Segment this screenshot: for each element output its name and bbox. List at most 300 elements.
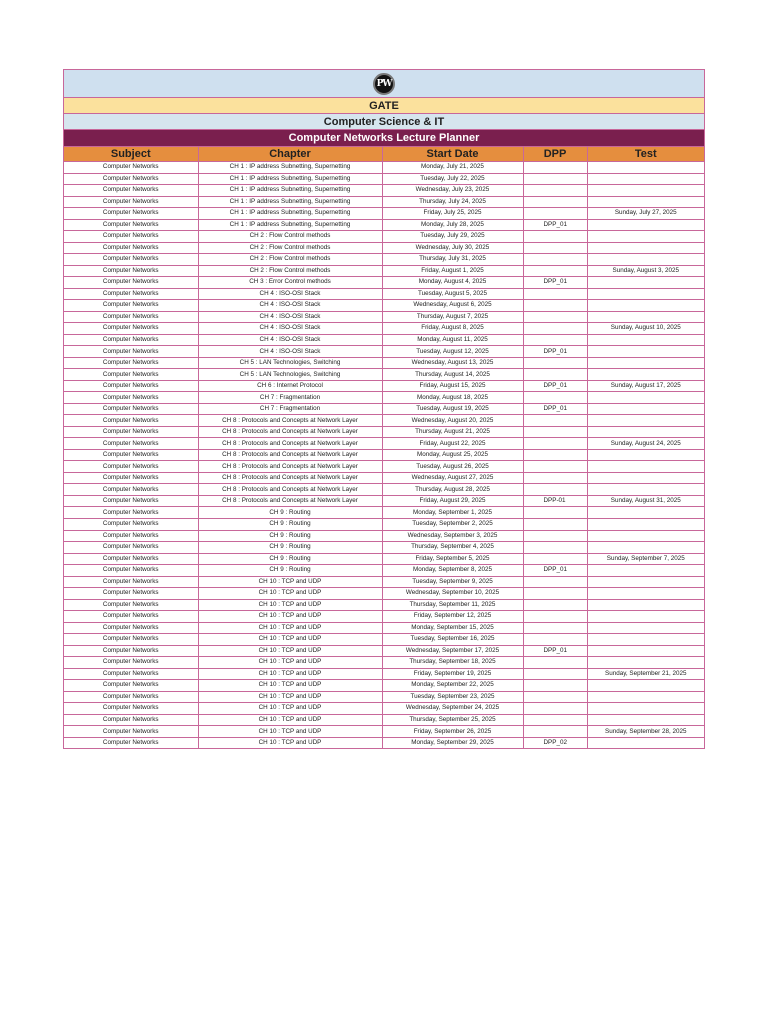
test-cell	[587, 599, 704, 611]
subject-cell: Computer Networks	[64, 495, 198, 507]
table-row	[64, 449, 704, 461]
subject-cell: Computer Networks	[64, 484, 198, 496]
dpp-cell: DPP_01	[523, 403, 587, 415]
subject-cell: Computer Networks	[64, 611, 198, 623]
table-row	[64, 622, 704, 634]
start-date-cell: Thursday, September 18, 2025	[382, 657, 523, 669]
chapter-cell: CH 1 : IP address Subnetting, Supernetting	[198, 196, 382, 208]
test-cell	[587, 346, 704, 358]
dpp-cell	[523, 530, 587, 542]
table-row	[64, 242, 704, 254]
start-date-cell: Thursday, August 14, 2025	[382, 369, 523, 381]
start-date-cell: Friday, September 12, 2025	[382, 611, 523, 623]
chapter-cell: CH 9 : Routing	[198, 542, 382, 554]
start-date-cell: Wednesday, September 17, 2025	[382, 645, 523, 657]
test-cell	[587, 576, 704, 588]
planner-table	[64, 147, 704, 748]
chapter-cell: CH 9 : Routing	[198, 507, 382, 519]
table-row	[64, 484, 704, 496]
chapter-cell: CH 8 : Protocols and Concepts at Network Layer	[198, 495, 382, 507]
column-header-subject: Subject	[64, 147, 198, 162]
chapter-cell: CH 8 : Protocols and Concepts at Network Layer	[198, 426, 382, 438]
table-row	[64, 530, 704, 542]
dpp-cell	[523, 588, 587, 600]
chapter-cell: CH 9 : Routing	[198, 553, 382, 565]
table-row	[64, 208, 704, 220]
start-date-cell: Thursday, August 21, 2025	[382, 426, 523, 438]
dpp-cell	[523, 472, 587, 484]
subject-cell: Computer Networks	[64, 691, 198, 703]
dpp-cell	[523, 518, 587, 530]
test-cell	[587, 173, 704, 185]
dpp-cell	[523, 426, 587, 438]
dpp-cell	[523, 162, 587, 174]
start-date-cell: Thursday, August 28, 2025	[382, 484, 523, 496]
table-body	[64, 162, 704, 749]
dpp-cell	[523, 449, 587, 461]
subject-cell: Computer Networks	[64, 599, 198, 611]
test-cell	[587, 369, 704, 381]
table-row	[64, 634, 704, 646]
test-cell	[587, 461, 704, 473]
dpp-cell	[523, 691, 587, 703]
chapter-cell: CH 4 : ISO-OSI Stack	[198, 323, 382, 335]
start-date-cell: Tuesday, August 26, 2025	[382, 461, 523, 473]
table-row	[64, 588, 704, 600]
chapter-cell: CH 10 : TCP and UDP	[198, 634, 382, 646]
subject-cell: Computer Networks	[64, 668, 198, 680]
dpp-cell: DPP_01	[523, 277, 587, 289]
chapter-cell: CH 10 : TCP and UDP	[198, 599, 382, 611]
test-cell	[587, 277, 704, 289]
start-date-cell: Wednesday, July 30, 2025	[382, 242, 523, 254]
chapter-cell: CH 10 : TCP and UDP	[198, 668, 382, 680]
chapter-cell: CH 6 : Internet Protocol	[198, 380, 382, 392]
chapter-cell: CH 10 : TCP and UDP	[198, 703, 382, 715]
chapter-cell: CH 4 : ISO-OSI Stack	[198, 300, 382, 312]
start-date-cell: Wednesday, August 20, 2025	[382, 415, 523, 427]
dpp-cell	[523, 680, 587, 692]
test-cell: Sunday, August 17, 2025	[587, 380, 704, 392]
dpp-cell	[523, 173, 587, 185]
start-date-cell: Tuesday, July 29, 2025	[382, 231, 523, 243]
dpp-cell: DPP-01	[523, 495, 587, 507]
dpp-cell: DPP_02	[523, 737, 587, 748]
test-cell	[587, 300, 704, 312]
dpp-cell	[523, 438, 587, 450]
chapter-cell: CH 10 : TCP and UDP	[198, 588, 382, 600]
test-cell	[587, 426, 704, 438]
start-date-cell: Friday, July 25, 2025	[382, 208, 523, 220]
dpp-cell	[523, 622, 587, 634]
chapter-cell: CH 3 : Error Control methods	[198, 277, 382, 289]
test-cell	[587, 162, 704, 174]
start-date-cell: Monday, August 11, 2025	[382, 334, 523, 346]
subject-cell: Computer Networks	[64, 588, 198, 600]
subject-cell: Computer Networks	[64, 507, 198, 519]
chapter-cell: CH 1 : IP address Subnetting, Supernetting	[198, 162, 382, 174]
table-row	[64, 300, 704, 312]
chapter-cell: CH 9 : Routing	[198, 518, 382, 530]
test-cell	[587, 530, 704, 542]
test-cell	[587, 219, 704, 231]
dpp-cell	[523, 185, 587, 197]
table-row	[64, 415, 704, 427]
column-header-test: Test	[587, 147, 704, 162]
dpp-cell	[523, 542, 587, 554]
dpp-cell	[523, 461, 587, 473]
start-date-cell: Monday, August 4, 2025	[382, 277, 523, 289]
branch-title: Computer Science & IT	[64, 114, 704, 130]
start-date-cell: Thursday, September 4, 2025	[382, 542, 523, 554]
table-row	[64, 542, 704, 554]
subject-cell: Computer Networks	[64, 403, 198, 415]
chapter-cell: CH 2 : Flow Control methods	[198, 265, 382, 277]
logo-band	[64, 70, 704, 98]
table-row	[64, 426, 704, 438]
subject-cell: Computer Networks	[64, 369, 198, 381]
subject-cell: Computer Networks	[64, 472, 198, 484]
chapter-cell: CH 7 : Fragmentation	[198, 392, 382, 404]
test-cell	[587, 288, 704, 300]
subject-cell: Computer Networks	[64, 426, 198, 438]
test-cell: Sunday, September 21, 2025	[587, 668, 704, 680]
subject-cell: Computer Networks	[64, 449, 198, 461]
table-row	[64, 311, 704, 323]
table-row	[64, 507, 704, 519]
dpp-cell	[523, 507, 587, 519]
dpp-cell	[523, 668, 587, 680]
table-row	[64, 691, 704, 703]
chapter-cell: CH 8 : Protocols and Concepts at Network Layer	[198, 415, 382, 427]
dpp-cell: DPP_01	[523, 219, 587, 231]
test-cell	[587, 472, 704, 484]
chapter-cell: CH 10 : TCP and UDP	[198, 714, 382, 726]
table-row	[64, 162, 704, 174]
test-cell: Sunday, July 27, 2025	[587, 208, 704, 220]
test-cell	[587, 542, 704, 554]
dpp-cell	[523, 208, 587, 220]
exam-title: GATE	[64, 98, 704, 114]
start-date-cell: Tuesday, September 23, 2025	[382, 691, 523, 703]
table-row	[64, 288, 704, 300]
subject-cell: Computer Networks	[64, 334, 198, 346]
test-cell	[587, 737, 704, 748]
subject-cell: Computer Networks	[64, 208, 198, 220]
dpp-cell	[523, 634, 587, 646]
chapter-cell: CH 1 : IP address Subnetting, Supernetting	[198, 185, 382, 197]
start-date-cell: Monday, September 29, 2025	[382, 737, 523, 748]
chapter-cell: CH 8 : Protocols and Concepts at Network Layer	[198, 449, 382, 461]
test-cell	[587, 507, 704, 519]
chapter-cell: CH 10 : TCP and UDP	[198, 645, 382, 657]
start-date-cell: Wednesday, September 3, 2025	[382, 530, 523, 542]
chapter-cell: CH 9 : Routing	[198, 530, 382, 542]
column-header-start-date: Start Date	[382, 147, 523, 162]
subject-cell: Computer Networks	[64, 254, 198, 266]
chapter-cell: CH 10 : TCP and UDP	[198, 737, 382, 748]
table-row	[64, 277, 704, 289]
dpp-cell: DPP_01	[523, 346, 587, 358]
table-row	[64, 461, 704, 473]
start-date-cell: Monday, September 8, 2025	[382, 565, 523, 577]
dpp-cell	[523, 611, 587, 623]
subject-cell: Computer Networks	[64, 542, 198, 554]
test-cell: Sunday, August 3, 2025	[587, 265, 704, 277]
table-row	[64, 599, 704, 611]
table-row	[64, 565, 704, 577]
subject-cell: Computer Networks	[64, 357, 198, 369]
start-date-cell: Friday, August 29, 2025	[382, 495, 523, 507]
table-row	[64, 680, 704, 692]
chapter-cell: CH 10 : TCP and UDP	[198, 680, 382, 692]
table-row	[64, 576, 704, 588]
lecture-planner-sheet	[63, 69, 705, 749]
test-cell	[587, 588, 704, 600]
start-date-cell: Monday, September 1, 2025	[382, 507, 523, 519]
test-cell	[587, 484, 704, 496]
test-cell	[587, 657, 704, 669]
table-row	[64, 357, 704, 369]
start-date-cell: Tuesday, September 9, 2025	[382, 576, 523, 588]
start-date-cell: Monday, July 28, 2025	[382, 219, 523, 231]
start-date-cell: Tuesday, August 12, 2025	[382, 346, 523, 358]
start-date-cell: Thursday, July 31, 2025	[382, 254, 523, 266]
dpp-cell	[523, 254, 587, 266]
test-cell	[587, 231, 704, 243]
table-row	[64, 714, 704, 726]
subject-cell: Computer Networks	[64, 392, 198, 404]
subject-cell: Computer Networks	[64, 415, 198, 427]
start-date-cell: Wednesday, September 10, 2025	[382, 588, 523, 600]
subject-cell: Computer Networks	[64, 277, 198, 289]
table-row	[64, 323, 704, 335]
dpp-cell	[523, 714, 587, 726]
subject-cell: Computer Networks	[64, 323, 198, 335]
test-cell	[587, 611, 704, 623]
test-cell	[587, 691, 704, 703]
start-date-cell: Wednesday, August 27, 2025	[382, 472, 523, 484]
start-date-cell: Thursday, July 24, 2025	[382, 196, 523, 208]
chapter-cell: CH 4 : ISO-OSI Stack	[198, 334, 382, 346]
dpp-cell: DPP_01	[523, 380, 587, 392]
table-row	[64, 611, 704, 623]
subject-cell: Computer Networks	[64, 265, 198, 277]
subject-cell: Computer Networks	[64, 300, 198, 312]
chapter-cell: CH 10 : TCP and UDP	[198, 576, 382, 588]
table-header-row	[64, 147, 704, 162]
chapter-cell: CH 8 : Protocols and Concepts at Network Layer	[198, 472, 382, 484]
subject-cell: Computer Networks	[64, 173, 198, 185]
chapter-cell: CH 1 : IP address Subnetting, Supernetting	[198, 219, 382, 231]
test-cell	[587, 357, 704, 369]
start-date-cell: Friday, September 26, 2025	[382, 726, 523, 738]
table-row	[64, 668, 704, 680]
table-row	[64, 657, 704, 669]
start-date-cell: Tuesday, September 16, 2025	[382, 634, 523, 646]
subject-cell: Computer Networks	[64, 242, 198, 254]
table-row	[64, 369, 704, 381]
dpp-cell	[523, 657, 587, 669]
subject-cell: Computer Networks	[64, 231, 198, 243]
chapter-cell: CH 1 : IP address Subnetting, Supernetting	[198, 208, 382, 220]
dpp-cell	[523, 553, 587, 565]
dpp-cell	[523, 334, 587, 346]
test-cell	[587, 185, 704, 197]
test-cell: Sunday, August 31, 2025	[587, 495, 704, 507]
table-row	[64, 392, 704, 404]
table-row	[64, 346, 704, 358]
test-cell	[587, 703, 704, 715]
test-cell: Sunday, September 7, 2025	[587, 553, 704, 565]
start-date-cell: Friday, August 15, 2025	[382, 380, 523, 392]
start-date-cell: Thursday, September 11, 2025	[382, 599, 523, 611]
chapter-cell: CH 8 : Protocols and Concepts at Network Layer	[198, 438, 382, 450]
dpp-cell	[523, 288, 587, 300]
chapter-cell: CH 2 : Flow Control methods	[198, 254, 382, 266]
start-date-cell: Wednesday, August 6, 2025	[382, 300, 523, 312]
table-row	[64, 553, 704, 565]
dpp-cell	[523, 242, 587, 254]
table-row	[64, 265, 704, 277]
subject-cell: Computer Networks	[64, 634, 198, 646]
start-date-cell: Wednesday, August 13, 2025	[382, 357, 523, 369]
test-cell	[587, 196, 704, 208]
chapter-cell: CH 5 : LAN Technologies, Switching	[198, 369, 382, 381]
subject-cell: Computer Networks	[64, 703, 198, 715]
start-date-cell: Wednesday, July 23, 2025	[382, 185, 523, 197]
subject-cell: Computer Networks	[64, 162, 198, 174]
test-cell	[587, 334, 704, 346]
dpp-cell	[523, 265, 587, 277]
subject-cell: Computer Networks	[64, 219, 198, 231]
start-date-cell: Monday, September 15, 2025	[382, 622, 523, 634]
test-cell	[587, 254, 704, 266]
subject-cell: Computer Networks	[64, 737, 198, 748]
subject-cell: Computer Networks	[64, 714, 198, 726]
dpp-cell	[523, 369, 587, 381]
chapter-cell: CH 1 : IP address Subnetting, Supernetting	[198, 173, 382, 185]
dpp-cell	[523, 357, 587, 369]
table-row	[64, 703, 704, 715]
dpp-cell	[523, 415, 587, 427]
test-cell	[587, 449, 704, 461]
test-cell	[587, 680, 704, 692]
dpp-cell	[523, 576, 587, 588]
subject-cell: Computer Networks	[64, 622, 198, 634]
subject-cell: Computer Networks	[64, 530, 198, 542]
table-row	[64, 495, 704, 507]
chapter-cell: CH 4 : ISO-OSI Stack	[198, 346, 382, 358]
test-cell	[587, 645, 704, 657]
subject-cell: Computer Networks	[64, 645, 198, 657]
chapter-cell: CH 4 : ISO-OSI Stack	[198, 288, 382, 300]
subject-cell: Computer Networks	[64, 311, 198, 323]
start-date-cell: Thursday, September 25, 2025	[382, 714, 523, 726]
table-row	[64, 231, 704, 243]
test-cell: Sunday, September 28, 2025	[587, 726, 704, 738]
test-cell: Sunday, August 10, 2025	[587, 323, 704, 335]
start-date-cell: Tuesday, September 2, 2025	[382, 518, 523, 530]
chapter-cell: CH 2 : Flow Control methods	[198, 231, 382, 243]
test-cell	[587, 518, 704, 530]
table-row	[64, 219, 704, 231]
chapter-cell: CH 5 : LAN Technologies, Switching	[198, 357, 382, 369]
table-row	[64, 518, 704, 530]
chapter-cell: CH 10 : TCP and UDP	[198, 691, 382, 703]
table-row	[64, 173, 704, 185]
table-row	[64, 645, 704, 657]
start-date-cell: Friday, September 19, 2025	[382, 668, 523, 680]
chapter-cell: CH 8 : Protocols and Concepts at Network Layer	[198, 484, 382, 496]
chapter-cell: CH 10 : TCP and UDP	[198, 726, 382, 738]
test-cell	[587, 714, 704, 726]
dpp-cell	[523, 599, 587, 611]
chapter-cell: CH 2 : Flow Control methods	[198, 242, 382, 254]
start-date-cell: Friday, August 1, 2025	[382, 265, 523, 277]
column-header-chapter: Chapter	[198, 147, 382, 162]
test-cell	[587, 403, 704, 415]
table-row	[64, 726, 704, 738]
table-row	[64, 254, 704, 266]
table-row	[64, 185, 704, 197]
chapter-cell: CH 10 : TCP and UDP	[198, 611, 382, 623]
test-cell: Sunday, August 24, 2025	[587, 438, 704, 450]
table-row	[64, 403, 704, 415]
dpp-cell	[523, 323, 587, 335]
chapter-cell: CH 10 : TCP and UDP	[198, 622, 382, 634]
planner-title: Computer Networks Lecture Planner	[64, 130, 704, 147]
subject-cell: Computer Networks	[64, 657, 198, 669]
dpp-cell	[523, 311, 587, 323]
subject-cell: Computer Networks	[64, 680, 198, 692]
test-cell	[587, 634, 704, 646]
start-date-cell: Friday, September 5, 2025	[382, 553, 523, 565]
start-date-cell: Monday, August 25, 2025	[382, 449, 523, 461]
dpp-cell	[523, 726, 587, 738]
test-cell	[587, 565, 704, 577]
chapter-cell: CH 9 : Routing	[198, 565, 382, 577]
subject-cell: Computer Networks	[64, 438, 198, 450]
test-cell	[587, 622, 704, 634]
dpp-cell	[523, 300, 587, 312]
start-date-cell: Thursday, August 7, 2025	[382, 311, 523, 323]
subject-cell: Computer Networks	[64, 553, 198, 565]
chapter-cell: CH 7 : Fragmentation	[198, 403, 382, 415]
start-date-cell: Friday, August 8, 2025	[382, 323, 523, 335]
dpp-cell	[523, 703, 587, 715]
start-date-cell: Wednesday, September 24, 2025	[382, 703, 523, 715]
start-date-cell: Monday, July 21, 2025	[382, 162, 523, 174]
chapter-cell: CH 8 : Protocols and Concepts at Network Layer	[198, 461, 382, 473]
chapter-cell: CH 4 : ISO-OSI Stack	[198, 311, 382, 323]
subject-cell: Computer Networks	[64, 196, 198, 208]
subject-cell: Computer Networks	[64, 576, 198, 588]
chapter-cell: CH 10 : TCP and UDP	[198, 657, 382, 669]
table-row	[64, 380, 704, 392]
subject-cell: Computer Networks	[64, 346, 198, 358]
table-row	[64, 334, 704, 346]
start-date-cell: Tuesday, August 19, 2025	[382, 403, 523, 415]
subject-cell: Computer Networks	[64, 288, 198, 300]
subject-cell: Computer Networks	[64, 461, 198, 473]
test-cell	[587, 415, 704, 427]
start-date-cell: Tuesday, August 5, 2025	[382, 288, 523, 300]
start-date-cell: Tuesday, July 22, 2025	[382, 173, 523, 185]
test-cell	[587, 311, 704, 323]
start-date-cell: Monday, August 18, 2025	[382, 392, 523, 404]
subject-cell: Computer Networks	[64, 565, 198, 577]
